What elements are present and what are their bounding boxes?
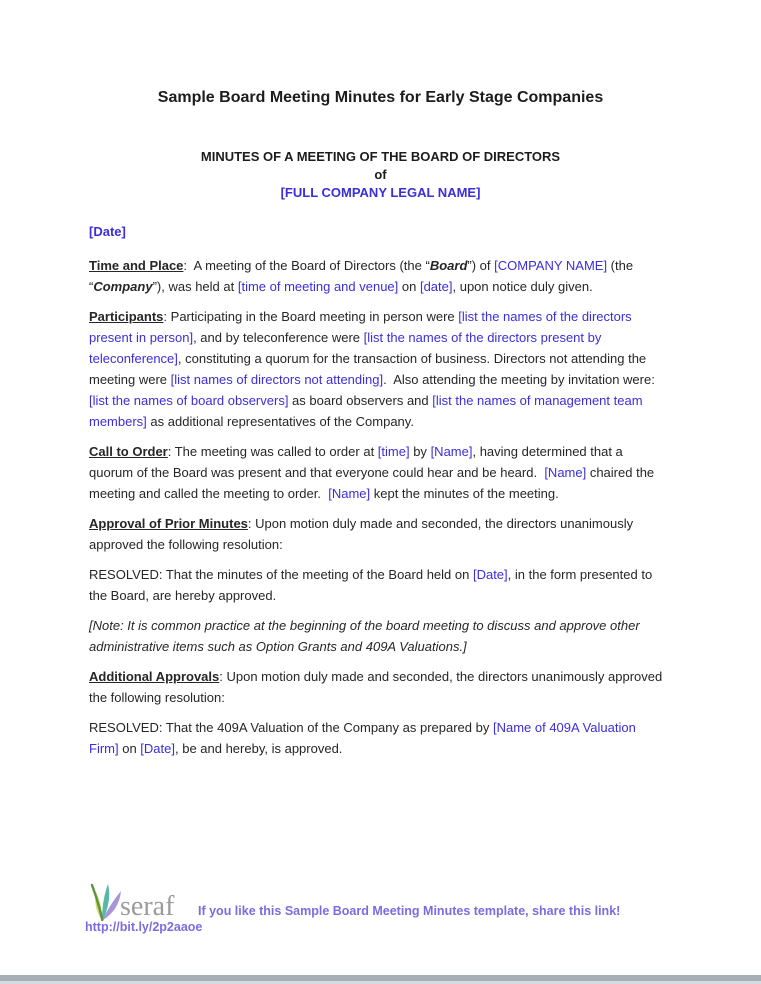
placeholder-text: [Name] <box>328 486 371 501</box>
text-segment: [Note: It is common practice at the beginning of the board meeting to discuss and approve other administrative items such as Option Grants and 409A Valuations.] <box>89 618 644 654</box>
text-segment: Company <box>93 279 153 294</box>
text-segment: RESOLVED: That the 409A Valuation of the Company as prepared by <box>89 720 493 735</box>
placeholder-text: [Name] <box>544 465 587 480</box>
text-segment: ”) of <box>467 258 495 273</box>
text-segment: , and by teleconference were <box>193 330 364 345</box>
valuation-resolution <box>89 717 669 759</box>
placeholder-text: [list the names of the directors present by teleconference] <box>89 330 605 366</box>
section-heading: Additional Approvals <box>89 669 220 684</box>
placeholder-text: [date] <box>419 279 453 294</box>
text-segment: as board observers and <box>288 393 433 408</box>
meeting-header-line2: of <box>374 167 387 182</box>
document-body <box>89 221 669 759</box>
text-segment: chaired the meeting and called the meeting to order. <box>89 465 658 501</box>
note-paragraph <box>89 615 669 657</box>
call-to-order-paragraph <box>89 441 669 504</box>
text-segment: kept the minutes of the meeting. <box>370 486 559 501</box>
seraf-leaf-icon <box>90 882 124 922</box>
leaf-stem <box>92 885 102 920</box>
text-segment: on <box>398 279 420 294</box>
text-segment: , upon notice duly given. <box>452 279 593 294</box>
share-message: If you like this Sample Board Meeting Minutes template, share this link! <box>198 904 621 918</box>
text-segment: ”), was held at <box>152 279 238 294</box>
text-segment: , having determined that a quorum of the Board was present and that everyone could hear and be heard. <box>89 444 627 480</box>
text-segment: , be and hereby, is approved. <box>174 741 343 756</box>
placeholder-text: [Name of 409A Valuation Firm] <box>89 720 640 756</box>
placeholder-text: [list the names of board observers] <box>89 393 289 408</box>
placeholder-text: [COMPANY NAME] <box>494 258 608 273</box>
placeholder-text: [Date] <box>89 224 126 239</box>
company-name-placeholder: [FULL COMPANY LEGAL NAME] <box>280 185 481 200</box>
text-segment: on <box>118 741 141 756</box>
placeholder-text: [Name] <box>430 444 473 459</box>
meeting-header-line1: MINUTES OF A MEETING OF THE BOARD OF DIRECTORS <box>200 149 561 164</box>
meeting-header <box>0 148 761 202</box>
placeholder-text: [list the names of management team members] <box>89 393 647 429</box>
participants-paragraph <box>89 306 669 432</box>
placeholder-text: [Date] <box>472 567 508 582</box>
text-segment: : Upon motion duly made and seconded, the directors unanimously approved the following resolution: <box>89 516 637 552</box>
text-segment: , constituting a quorum for the transaction of business. Directors not attending the meeting were <box>89 351 650 387</box>
text-segment: : Participating in the Board meeting in person were <box>163 309 459 324</box>
text-segment: as additional representatives of the Company. <box>146 414 414 429</box>
text-segment: (the “ <box>89 258 637 294</box>
section-heading: Time and Place <box>89 258 184 273</box>
text-segment: : The meeting was called to order at <box>167 444 378 459</box>
page-bottom-edge <box>0 975 761 984</box>
placeholder-text: [list the names of the directors present in person] <box>89 309 636 345</box>
prior-minutes-resolution <box>89 564 669 606</box>
share-link[interactable]: http://bit.ly/2p2aaoe <box>85 920 203 934</box>
document-title: Sample Board Meeting Minutes for Early Stage Companies <box>157 89 604 106</box>
text-segment: , in the form presented to the Board, are hereby approved. <box>89 567 656 603</box>
text-segment: : A meeting of the Board of Directors (the “ <box>183 258 430 273</box>
date-line <box>89 221 669 242</box>
time-and-place-paragraph <box>89 255 669 297</box>
page-footer <box>0 880 761 950</box>
placeholder-text: [Date] <box>140 741 175 756</box>
section-heading: Approval of Prior Minutes <box>89 516 248 531</box>
text-segment: by <box>409 444 431 459</box>
text-segment: . Also attending the meeting by invitation were: <box>383 372 659 387</box>
text-segment: RESOLVED: That the minutes of the meeting of the Board held on <box>89 567 473 582</box>
section-heading: Call to Order <box>89 444 168 459</box>
text-segment: Board <box>429 258 468 273</box>
approval-of-prior-minutes-paragraph <box>89 513 669 555</box>
placeholder-text: [list names of directors not attending] <box>170 372 384 387</box>
section-heading: Participants <box>89 309 164 324</box>
placeholder-text: [time] <box>377 444 410 459</box>
placeholder-text: [time of meeting and venue] <box>237 279 399 294</box>
additional-approvals-paragraph <box>89 666 669 708</box>
text-segment: : Upon motion duly made and seconded, the directors unanimously approved the following resolution: <box>89 669 666 705</box>
seraf-logo-text: seraf <box>120 891 175 922</box>
